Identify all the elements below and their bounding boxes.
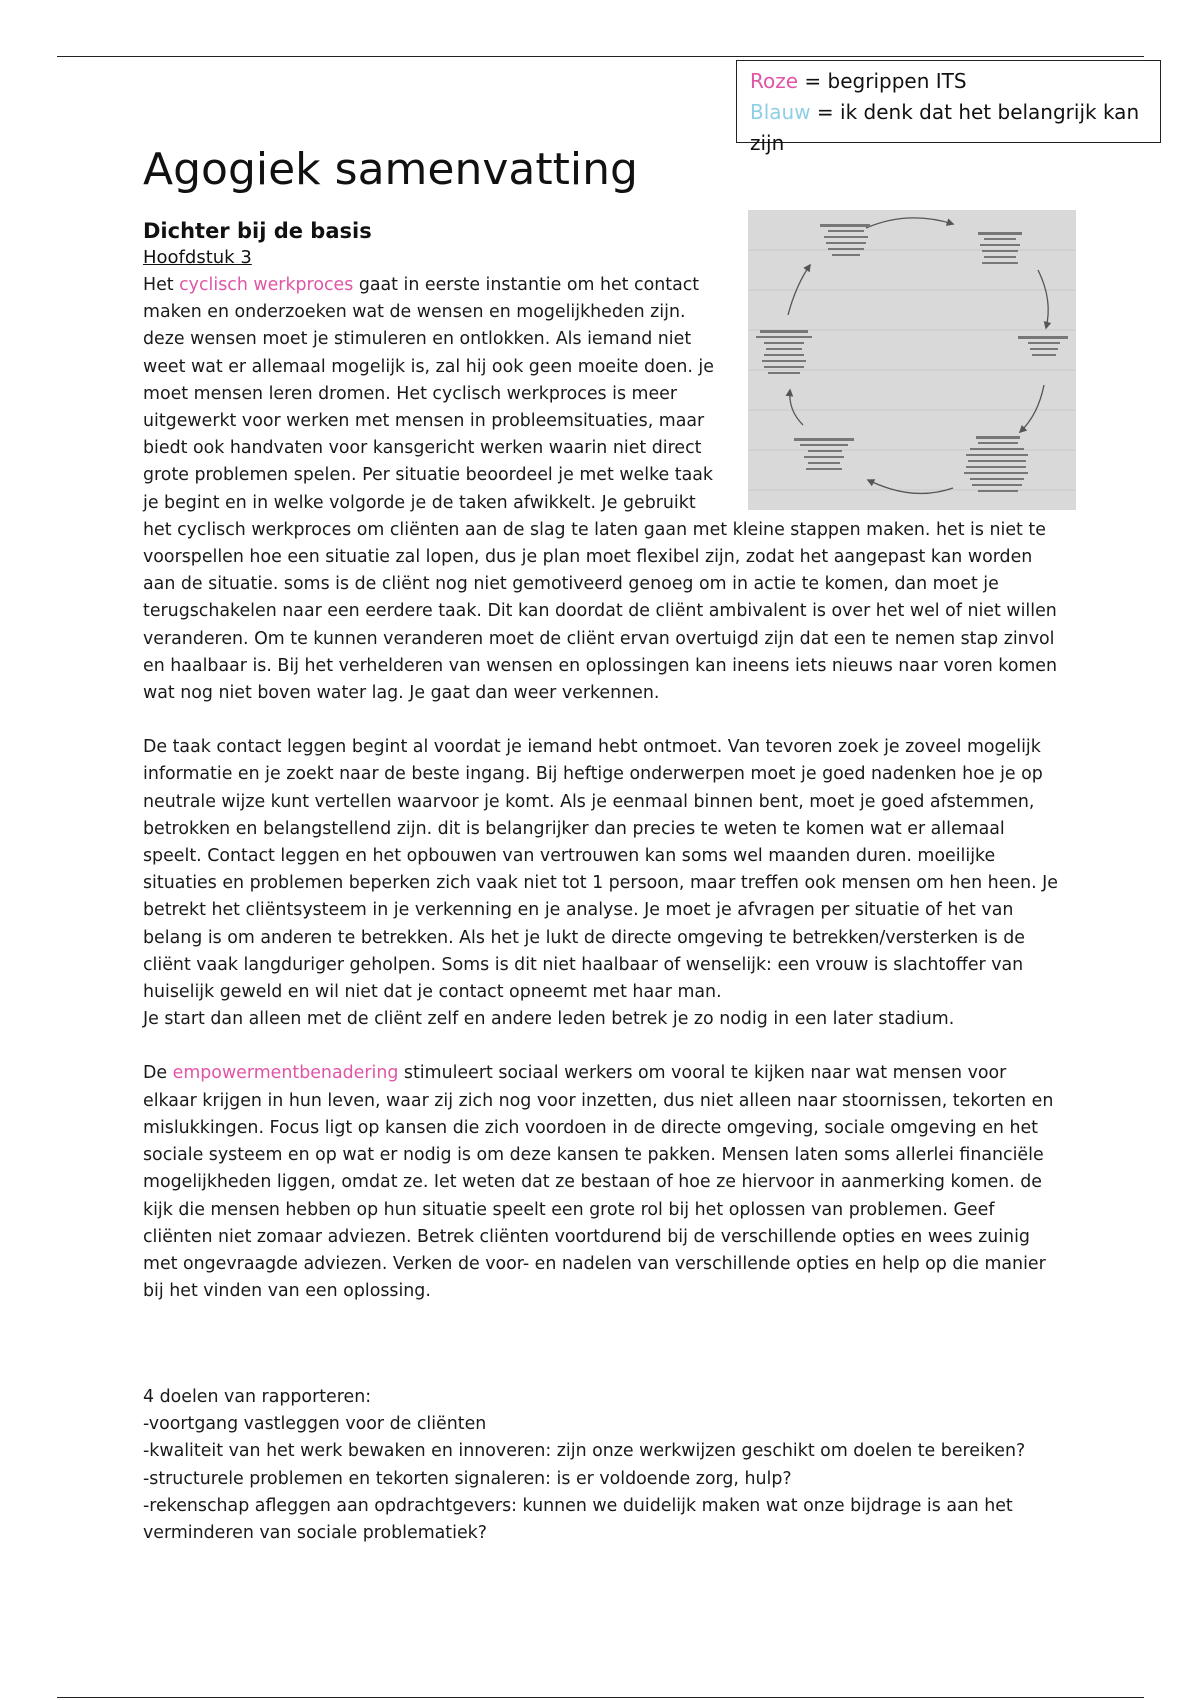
- legend-roze-line: [750, 66, 1160, 97]
- page-title: Agogiek samenvatting: [143, 144, 638, 195]
- legend-roze-word: Roze: [750, 69, 799, 93]
- cycle-diagram-photo: [748, 210, 1076, 510]
- chapter-heading: Hoofdstuk 3: [143, 247, 252, 268]
- goals-heading: 4 doelen van rapporteren:: [143, 1387, 372, 1407]
- term-empowermentbenadering: empowermentbenadering: [172, 1063, 399, 1084]
- header-rule: [57, 56, 1144, 57]
- paragraph-contact-leggen: [143, 734, 1058, 1033]
- paragraph2-text-a: De taak contact leggen begint al voordat je iemand hebt ontmoet. Van tevoren zoek je zoveel mogelijk informatie en je zoekt naar de beste ingang. Bij heftige onderwerpen moet je goed nadenken hoe je op neutrale wijze kunt vertellen waarvoor je komt. Als je eenmaal binnen bent, moet je goed afstemmen, betrokken en belangstellend zijn. dit is belangrijker dan precies te weten te komen wat er allemaal speelt. Contact leggen en het opbouwen van vertrouwen kan soms wel maanden duren. moeilijke situaties en problemen beperken zich vaak niet tot 1 persoon, maar treffen ook mensen om hen heen. Je betrekt het cliëntsysteem in je verkenning en je analyse. Je moet je afvragen per situatie of het van belang is om anderen te betrekken. Als het je lukt de directe omgeving te betrekken/versterken is de cliënt vaak langduriger geholpen. Soms is dit niet haalbaar of wenselijk: een vrouw is slachtoffer van huiselijk geweld en wil niet dat je contact opneemt met haar man.: [143, 737, 1058, 1003]
- document-body: [143, 272, 1058, 1305]
- list-item: -structurele problemen en tekorten signaleren: is er voldoende zorg, hulp?: [143, 1468, 792, 1489]
- section-title: Dichter bij de basis: [143, 219, 372, 243]
- paragraph1-text: gaat in eerste instantie om het contact maken en onderzoeken wat de wensen en mogelijkheden zijn. deze wensen moet je stimuleren en ontlokken. Als iemand niet weet wat er allemaal mogelijk is, zal hij ook geen moeite doen. je moet mensen leren dromen. Het cyclisch werkproces is meer uitgewerkt voor werken met mensen in probleemsituaties, maar biedt ook handvaten voor kansgericht werken waarin niet direct grote problemen spelen. Per situatie beoordeel je met welke taak je begint en in welke volgorde je de taken afwikkelt. Je gebruikt het cyclisch werkproces om cliënten aan de slag te laten gaan met kleine stappen maken. het is niet te voorspellen hoe een situatie zal lopen, dus je plan moet flexibel zijn, zodat het aangepast kan worden aan de situatie. soms is de cliënt nog niet gemotiveerd genoeg om in actie te komen, dan moet je terugschakelen naar een eerdere taak. Dit kan doordat de cliënt ambivalent is over het wel of niet willen veranderen. Om te kunnen veranderen moet de cliënt ervan overtuigd zijn dat een te nemen stap zinvol en haalbaar is. Bij het verhelderen van wensen en oplossingen kan ineens iets nieuws naar voren komen wat nog niet boven water lag. Je gaat dan weer verkennen.: [143, 275, 1058, 704]
- term-cyclisch-werkproces: cyclisch werkproces: [179, 275, 354, 295]
- legend-blauw-word: Blauw: [750, 100, 811, 124]
- paragraph2-text-b: Je start dan alleen met de cliënt zelf en andere leden betrek je zo nodig in een later stadium.: [143, 1009, 955, 1030]
- legend-blauw-text: = ik denk dat het belangrijk kan zijn: [750, 100, 1140, 155]
- list-item: -kwaliteit van het werk bewaken en innoveren: zijn onze werkwijzen geschikt om doelen te bereiken?: [143, 1441, 1026, 1462]
- paragraph3-lead: De: [143, 1063, 173, 1084]
- paragraph1-lead: Het: [143, 275, 180, 295]
- footer-rule: [57, 1697, 1144, 1698]
- goals-list: [143, 1384, 1058, 1547]
- list-item: -voortgang vastleggen voor de cliënten: [143, 1414, 487, 1435]
- legend-blauw-line: [750, 97, 1160, 159]
- paragraph3-text: stimuleert sociaal werkers om vooral te kijken naar wat mensen voor elkaar krijgen in hun leven, waar zij zich nog voor inzetten, dus niet alleen naar stoornissen, tekorten en mislukkingen. Focus ligt op kansen die zich voordoen in de directe omgeving, sociale omgeving en het sociale systeem en op wat er nodig is om deze kansen te pakken. Mensen laten soms allerlei financiële mogelijkheden liggen, omdat ze. Iet weten dat ze bestaan of hoe ze hiervoor in aanmerking komen. de kijk die mensen hebben op hun situatie speelt een grote rol bij het oplossen van problemen. Geef cliënten niet zomaar adviezen. Betrek cliënten voortdurend bij de verschillende opties en wees zuinig met ongevraagde adviezen. Verken de voor- en nadelen van verschillende opties en help op die manier bij het vinden van een oplossing.: [143, 1063, 1054, 1302]
- legend-roze-text: = begrippen ITS: [798, 69, 967, 93]
- list-item: -rekenschap afleggen aan opdrachtgevers: kunnen we duidelijk maken wat onze bijdrage is aan het verminderen van sociale problematiek?: [143, 1495, 1013, 1544]
- cyclic-process-figure: [748, 210, 1076, 510]
- color-legend: [736, 60, 1161, 155]
- paragraph-empowerment: [143, 1060, 1058, 1305]
- paragraph-cyclisch-werkproces: [143, 272, 1058, 707]
